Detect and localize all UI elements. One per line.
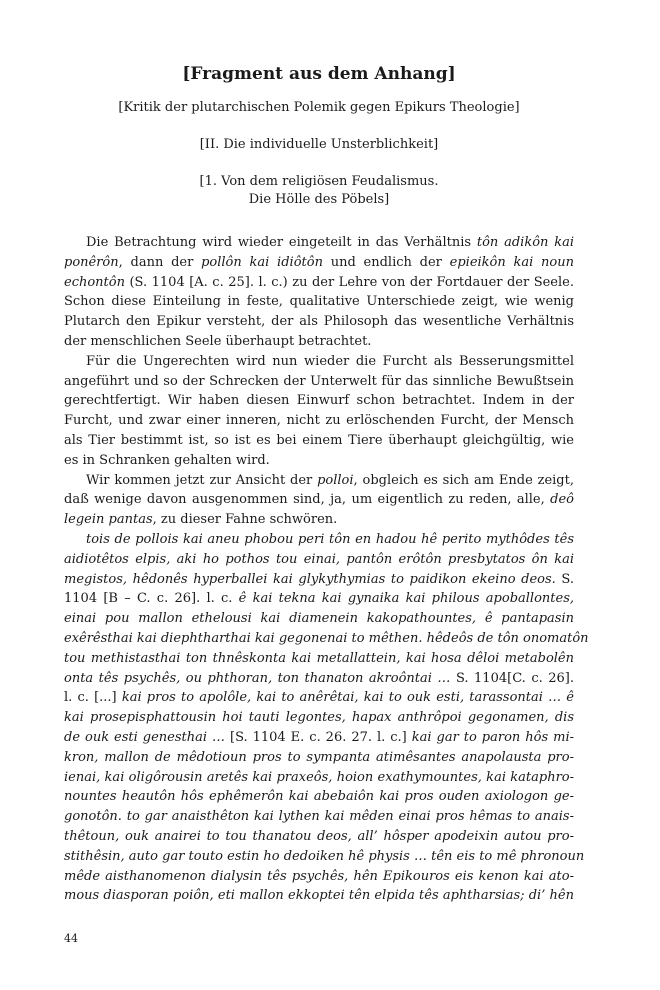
text-segment: , zu dieser Fahne schwören. [152, 512, 338, 528]
italic-text: ponêrôn [64, 254, 119, 270]
italic-text: aidiotêtos elpis, aki ho pothos tou einai, pantôn erôtôn presbytatos ôn kai [64, 551, 574, 567]
text-segment: es in Schranken gehalten wird. [64, 452, 270, 468]
body-line [64, 787, 574, 807]
body-line [64, 886, 574, 906]
italic-text: thêtoun, ouk anairei to tou thanatou deos, all’ hôsper apodeixin autou pro- [64, 828, 574, 844]
body-line [64, 431, 574, 451]
italic-text: echontôn [64, 274, 125, 290]
body-line [64, 372, 574, 392]
body-line [64, 550, 574, 570]
italic-text: einai pou mallon ethelousi kai diamenein kakopathountes, ê pantapasin [64, 611, 574, 627]
body-line [64, 768, 574, 788]
text-segment: und endlich der [322, 254, 450, 270]
body-line [64, 688, 574, 708]
body-line [64, 669, 574, 689]
body-line [64, 649, 574, 669]
body-line [64, 510, 574, 530]
body-line [64, 451, 574, 471]
italic-text: kai gar to paron hôs mi- [411, 729, 574, 745]
italic-text: tôn adikôn kai [476, 235, 574, 250]
italic-text: onta tês psychês, ou phthoran, ton thanaton akroôntai … [64, 670, 451, 686]
italic-text: tois de pollois kai aneu phobou peri tôn en hadou hê perito mythôdes tês [86, 531, 574, 547]
text-segment: angeführt und so der Schrecken der Unterwelt für das sinnliche Bewußtsein [64, 373, 574, 389]
body-line [64, 748, 574, 768]
italic-text: epieikôn kai noun [449, 254, 574, 270]
text-segment: , dann der [118, 254, 202, 270]
italic-text: legein pantas [64, 512, 153, 528]
text-segment: Für die Ungerechten wird nun wieder die Furcht als Besserungsmittel [86, 353, 574, 369]
body-line [64, 233, 574, 253]
italic-text: exêrêsthai kai diephtharthai kai gegonenai to mêthen. hêdeôs de tôn onomatôn [64, 630, 589, 646]
body-line [64, 609, 574, 629]
body-line [64, 708, 574, 728]
italic-text: pollôn kai idiôtôn [201, 254, 323, 270]
subsection-heading [64, 173, 574, 209]
text-segment: Plutarch den Epikur versteht, der als Philosoph das wesentliche Verhältnis [64, 314, 574, 330]
text-segment: [S. 1104 E. c. 26. 27. l. c.] [225, 729, 412, 745]
italic-text: gonotôn. to gar anaisthêton kai lythen kai mêden einai pros hêmas to anais- [64, 809, 574, 825]
page-number: 44 [64, 932, 78, 945]
body-line [64, 530, 574, 550]
italic-text: stithêsin, auto gar touto estin ho dedoiken hê physis … tên eis to mê phronoun [64, 848, 585, 864]
body-line [64, 273, 574, 293]
body-line [64, 490, 574, 510]
text-segment: S. 1104[C. c. 26]. [450, 670, 574, 686]
italic-text: de ouk esti genesthai … [64, 729, 226, 745]
body-line [64, 728, 574, 748]
body-line [64, 312, 574, 332]
body-line [64, 807, 574, 827]
italic-text: ê kai tekna kai gynaika kai philous apoballontes, [238, 591, 575, 607]
text-segment: Furcht, und zwar einer inneren, nicht zu erlöschenden Furcht, der Mensch [64, 413, 574, 429]
fragment-title: [Fragment aus dem Anhang] [182, 64, 456, 84]
text-segment: 1104 [B – C. c. 26]. l. c. [64, 591, 239, 607]
page [64, 64, 589, 906]
text-segment: S. [555, 571, 574, 587]
body-line [64, 471, 574, 491]
body-line [64, 352, 574, 372]
italic-text: kai prosepisphattousin hoi tauti legontes, hapax anthrôpoi gegonamen, dis [64, 710, 574, 726]
body-line [64, 253, 574, 273]
body-line [64, 292, 574, 312]
subsection-heading-line-2: Die Hölle des Pöbels] [248, 192, 390, 207]
text-segment: gerechtfertigt. Wir haben diesen Einwurf schon betrachtet. Indem in der [64, 393, 574, 409]
text-segment: daß wenige davon ausgenommen sind, ja, um eigentlich zu reden, alle, [64, 492, 551, 508]
italic-text: kron, mallon de mêdotioun pros to sympanta atimêsantes anapolausta pro- [64, 749, 574, 765]
body-line [64, 391, 574, 411]
text-segment: (S. 1104 [A. c. 25]. l. c.) zu der Lehre von der Fortdauer der Seele. [124, 274, 574, 290]
body-line [64, 827, 574, 847]
body-line [64, 847, 585, 867]
italic-text: mous diasporan poiôn, eti mallon ekkoptei tên elpida tês aphtharsias; di’ hên [64, 888, 574, 904]
body-text [64, 233, 589, 906]
italic-text: deô [550, 492, 574, 508]
body-line [64, 629, 589, 649]
text-segment: l. c. [...] [64, 690, 122, 706]
italic-text: mêde aisthanomenon dialysin tês psychês, hên Epikouros eis kenon kai ato- [64, 868, 574, 884]
text-segment: der menschlichen Seele überhaupt betrachtet. [64, 333, 372, 349]
italic-text: kai pros to apolôle, kai to anêrêtai, kai to ouk esti, tarassontai … ê [121, 690, 574, 706]
italic-text: megistos, hêdonês hyperballei kai glykythymias to paidikon ekeino deos. [64, 571, 556, 587]
text-segment: , obgleich es sich am Ende zeigt, [353, 472, 574, 488]
section-heading: [II. Die individuelle Unsterblichkeit] [199, 137, 439, 152]
italic-text: nountes heautôn hôs ephêmerôn kai abebaiôn kai pros ouden axiologon ge- [64, 789, 574, 805]
body-line [64, 589, 574, 609]
body-line [64, 867, 574, 887]
subsection-heading-line-1: [1. Von dem religiösen Feudalismus. [199, 174, 439, 189]
italic-text: tou methistasthai ton thnêskonta kai metallattein, kai hosa dêloi metabolên [64, 650, 574, 666]
text-segment: Die Betrachtung wird wieder eingeteilt in das Verhältnis [86, 235, 477, 250]
text-segment: Schon diese Einteilung in feste, qualitative Unterschiede zeigt, wie wenig [64, 294, 574, 310]
text-segment: Wir kommen jetzt zur Ansicht der [86, 472, 318, 488]
body-line [64, 332, 574, 352]
italic-text: polloi [317, 472, 354, 488]
text-segment: als Tier bestimmt ist, so ist es bei einem Tiere überhaupt gleichgültig, wie [64, 432, 574, 448]
subtitle: [Kritik der plutarchischen Polemik gegen Epikurs Theologie] [118, 100, 520, 115]
body-line [64, 411, 574, 431]
italic-text: ienai, kai oligôrousin aretês kai praxeôs, hoion exathymountes, kai kataphro- [64, 769, 574, 785]
body-line [64, 570, 574, 590]
